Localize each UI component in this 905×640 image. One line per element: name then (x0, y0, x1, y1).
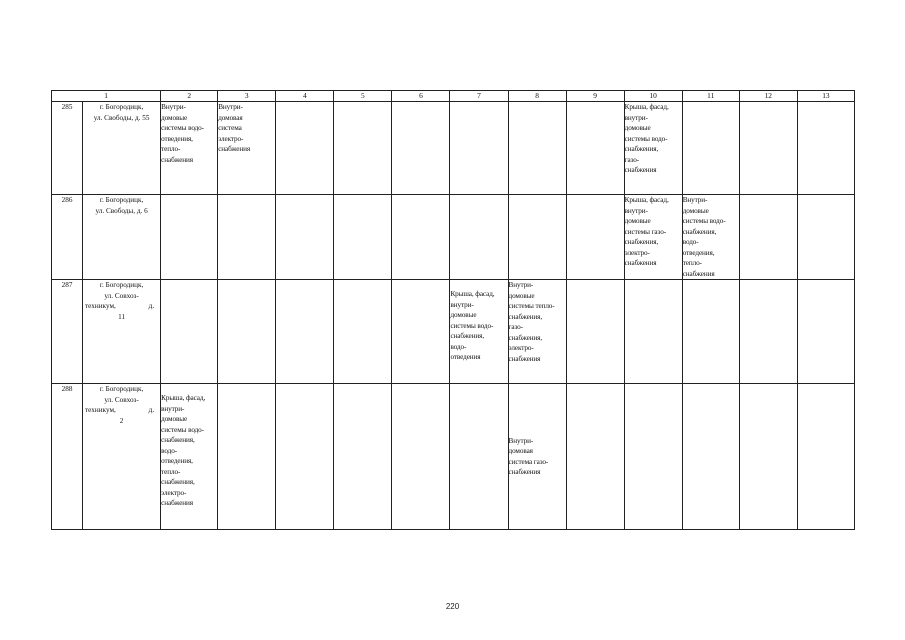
work-cell-col-12 (739, 384, 797, 530)
work-cell-col-4 (276, 384, 334, 530)
table-row (52, 384, 855, 530)
work-cell-col-10: Крыша, фасад, внутри- домовые системы водо- снабжения, газо- снабжения (624, 102, 682, 195)
header-col-3: 3 (218, 91, 276, 102)
address-line: 11 (118, 312, 126, 321)
header-col-5: 5 (334, 91, 392, 102)
work-cell-col-6 (392, 384, 450, 530)
address-line (83, 301, 160, 312)
work-cell-col-9 (566, 102, 624, 195)
address-part: д. (148, 302, 155, 310)
work-cell-col-10: Крыша, фасад, внутри- домовые системы газо- снабжения, электро- снабжения (624, 195, 682, 280)
work-cell-col-3 (218, 384, 276, 530)
work-cell-col-8 (508, 195, 566, 280)
address-line: г. Богородицк, (99, 281, 144, 289)
work-cell-col-9 (566, 384, 624, 530)
work-cell-col-5 (334, 195, 392, 280)
address-line: ул. Свободы, д. 55 (93, 113, 150, 122)
address-part: техникум, (85, 302, 116, 310)
table-row (52, 280, 855, 384)
work-cell-col-4 (276, 280, 334, 384)
address-cell (83, 195, 161, 280)
work-cell-col-3 (218, 280, 276, 384)
header-col-13: 13 (797, 91, 854, 102)
work-cell-col-4 (276, 102, 334, 195)
header-col-9: 9 (566, 91, 624, 102)
address-line: г. Богородицк, (99, 385, 144, 393)
work-cell-col-7 (450, 102, 508, 195)
work-cell-col-12 (739, 280, 797, 384)
work-cell-col-10 (624, 384, 682, 530)
work-cell-col-8: Внутри- домовые системы тепло- снабжения, газо- снабжения, электро- снабжения (508, 280, 566, 384)
work-cell-col-4 (276, 195, 334, 280)
work-cell-col-7 (450, 195, 508, 280)
address-cell (83, 102, 161, 195)
row-number: 288 (52, 384, 83, 530)
table-row (52, 195, 855, 280)
row-number: 287 (52, 280, 83, 384)
row-number: 285 (52, 102, 83, 195)
work-cell-col-11: Внутри- домовые системы водо- снабжения, водо- отведения, тепло- снабжения (682, 195, 739, 280)
header-col-12: 12 (739, 91, 797, 102)
address-line: ул. Свободы, д. 6 (95, 206, 148, 215)
work-cell-col-5 (334, 280, 392, 384)
work-cell-col-13 (797, 384, 854, 530)
address-cell (83, 384, 161, 530)
header-col-10: 10 (624, 91, 682, 102)
work-cell-col-2: Крыша, фасад, внутри- домовые системы водо- снабжения, водо- отведения, тепло- снабжения, электро- снабжения (161, 384, 218, 530)
work-cell-col-13 (797, 102, 854, 195)
works-table (51, 90, 855, 530)
work-cell-col-8: Внутри- домовая система газо- снабжения (508, 384, 566, 530)
header-row (52, 91, 855, 102)
work-cell-col-3: Внутри- домовая система электро- снабжения (218, 102, 276, 195)
work-cell-col-10 (624, 280, 682, 384)
header-col-6: 6 (392, 91, 450, 102)
work-cell-col-12 (739, 195, 797, 280)
header-col-1: 1 (52, 91, 161, 102)
work-cell-col-13 (797, 195, 854, 280)
work-cell-col-9 (566, 195, 624, 280)
work-cell-col-6 (392, 102, 450, 195)
page-number: 220 (445, 602, 460, 611)
address-part: техникум, (85, 406, 116, 414)
address-cell (83, 280, 161, 384)
address-line: ул. Совхоз- (104, 395, 139, 404)
work-cell-col-2 (161, 195, 218, 280)
work-cell-col-7: Крыша, фасад, внутри- домовые системы водо- снабжения, водо- отведения (450, 280, 508, 384)
header-col-7: 7 (450, 91, 508, 102)
work-cell-col-3 (218, 195, 276, 280)
work-cell-col-8 (508, 102, 566, 195)
address-line: г. Богородицк, (99, 103, 144, 111)
work-cell-col-6 (392, 195, 450, 280)
work-cell-col-5 (334, 384, 392, 530)
header-col-11: 11 (682, 91, 739, 102)
header-col-8: 8 (508, 91, 566, 102)
work-cell-col-6 (392, 280, 450, 384)
address-line: г. Богородицк, (99, 196, 144, 204)
work-cell-col-11 (682, 384, 739, 530)
address-line: ул. Совхоз- (104, 291, 139, 300)
work-cell-col-11 (682, 102, 739, 195)
work-cell-col-2 (161, 280, 218, 384)
work-cell-col-2: Внутри- домовые системы водо- отведения, тепло- снабжения (161, 102, 218, 195)
work-cell-col-5 (334, 102, 392, 195)
work-cell-col-11 (682, 280, 739, 384)
address-line: 2 (119, 416, 124, 425)
table-row (52, 102, 855, 195)
work-cell-col-7 (450, 384, 508, 530)
address-part: д. (148, 406, 155, 414)
row-number: 286 (52, 195, 83, 280)
header-col-4: 4 (276, 91, 334, 102)
header-col-2: 2 (161, 91, 218, 102)
work-cell-col-9 (566, 280, 624, 384)
work-cell-col-12 (739, 102, 797, 195)
address-line (83, 405, 160, 416)
work-cell-col-13 (797, 280, 854, 384)
